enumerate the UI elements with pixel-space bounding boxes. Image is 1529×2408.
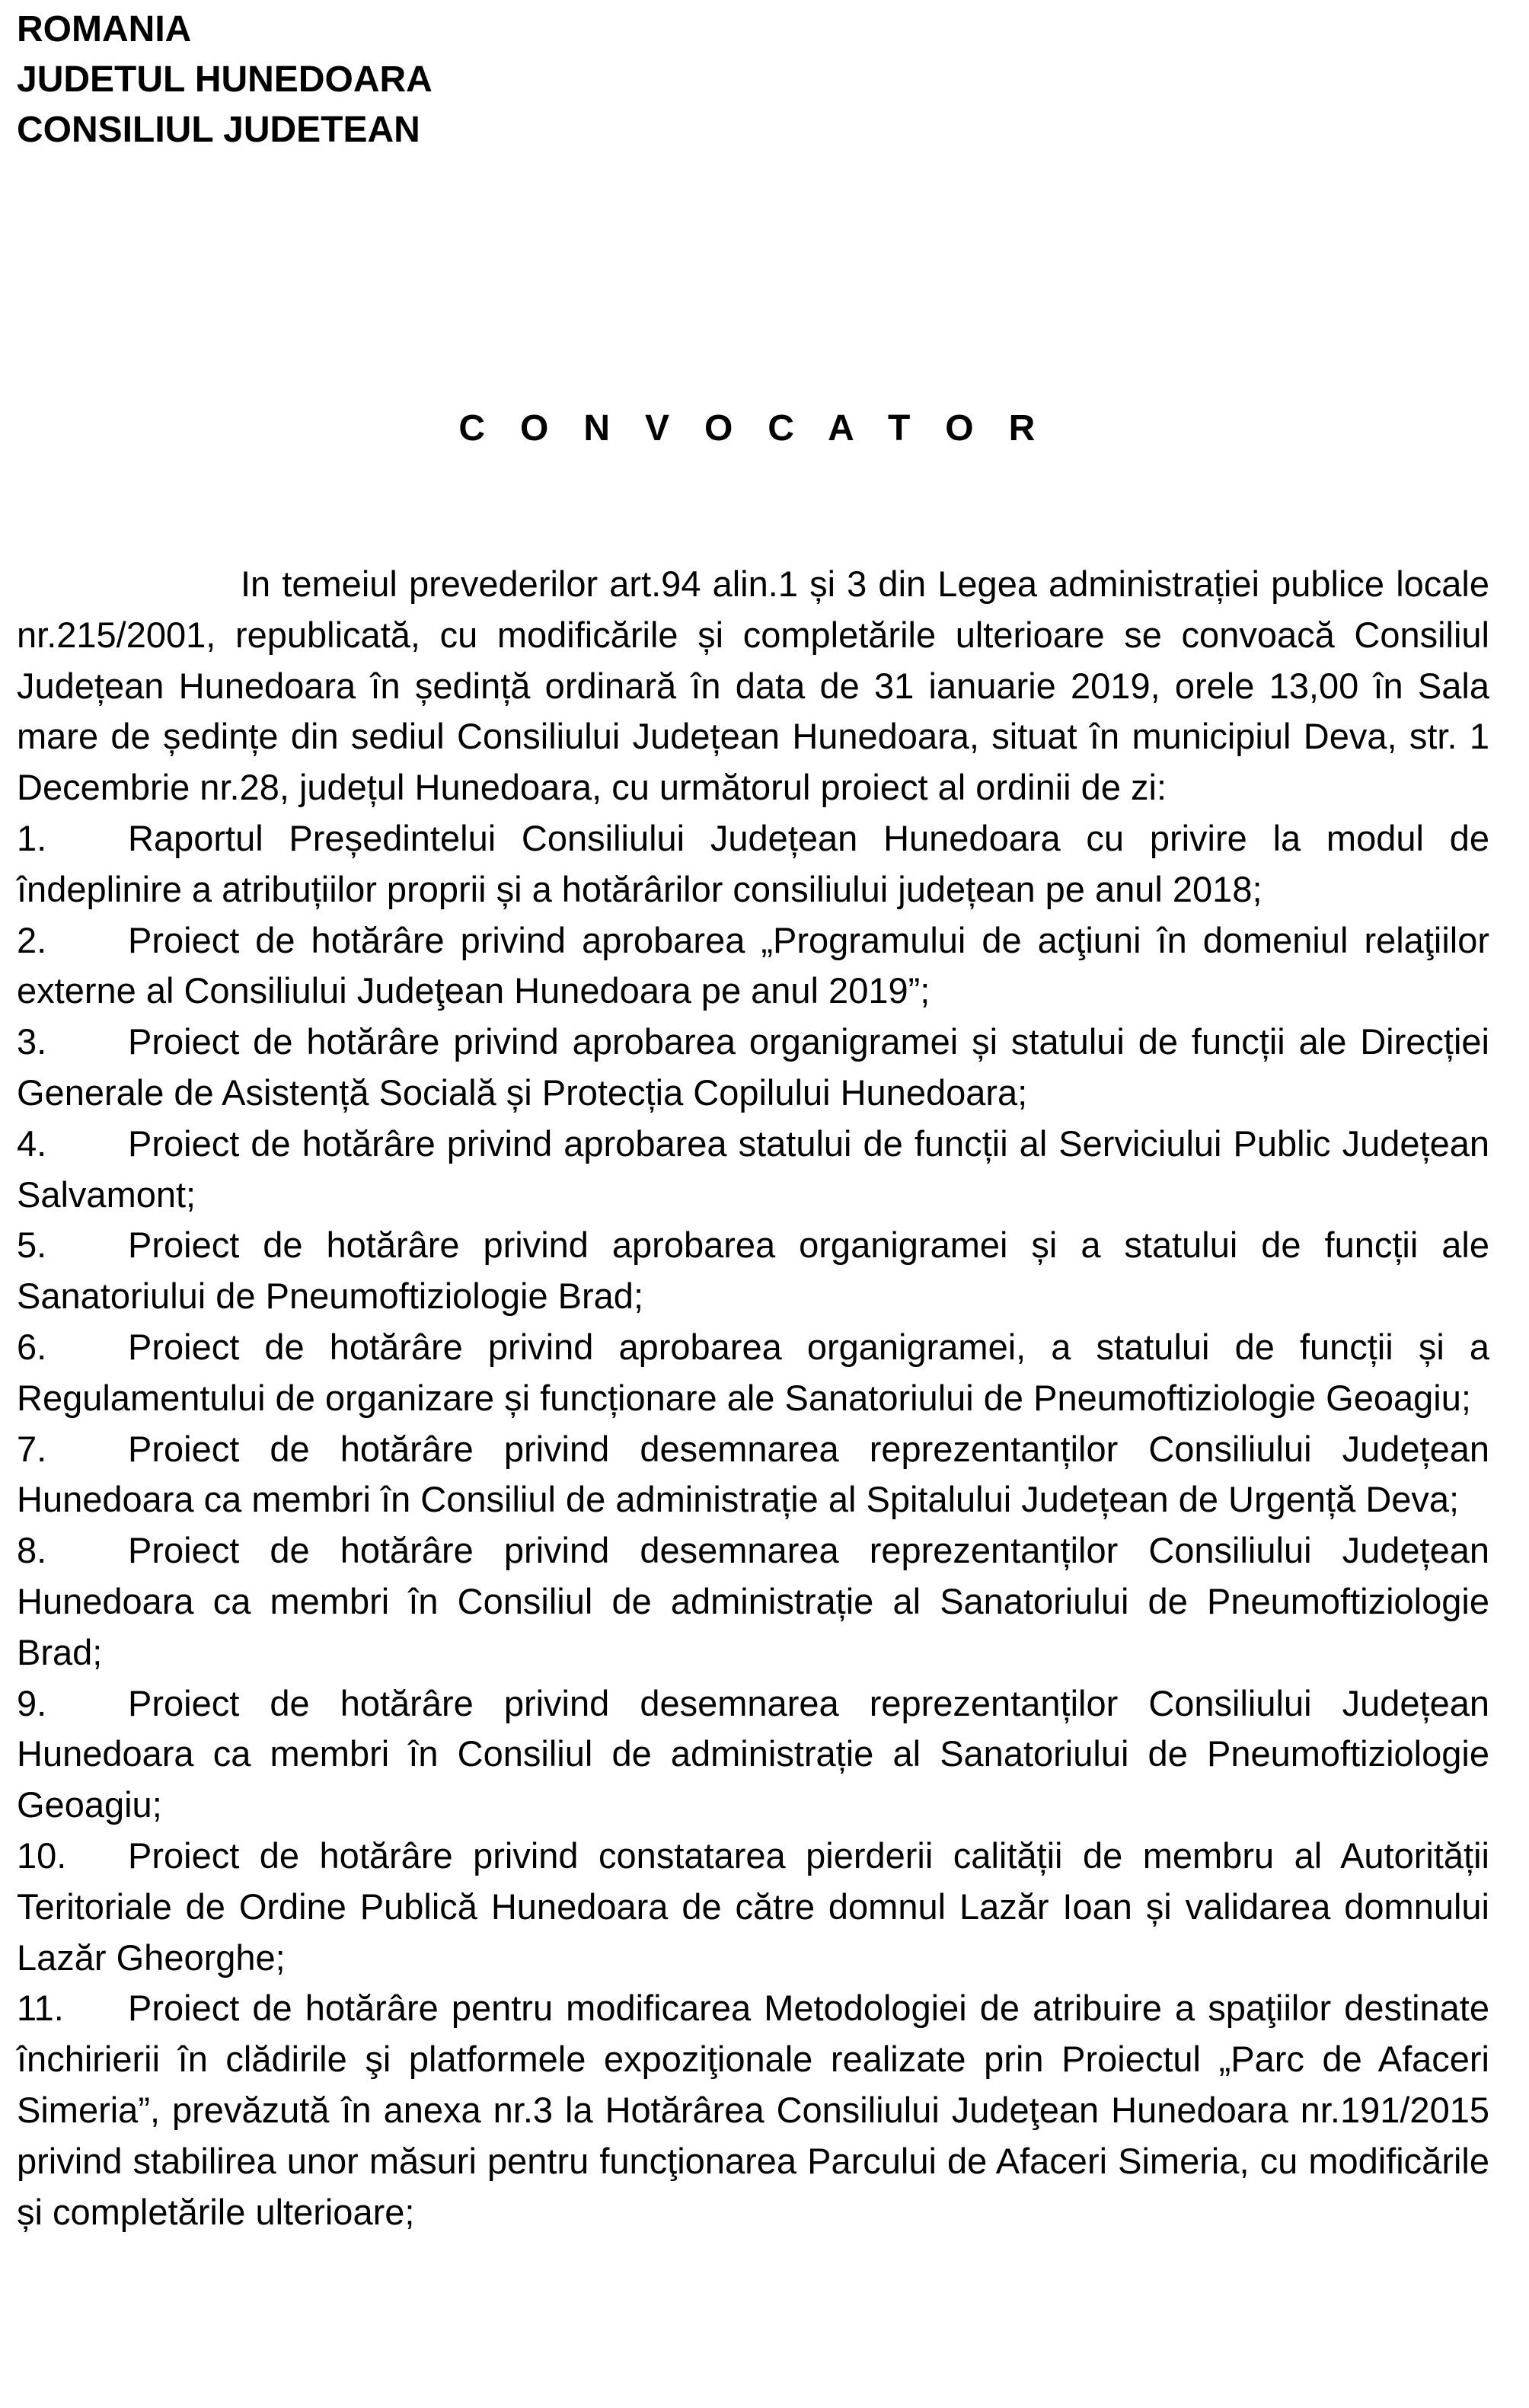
agenda-item-text: Proiect de hotărâre privind desemnarea reprezentanților Consiliului Județean Hunedoara ca membri în Consiliul de administrație al Sanatoriului de Pneumoftiziologie Geoagiu;: [17, 1682, 1489, 1825]
document-title: C O N V O C A T O R: [458, 408, 1048, 449]
agenda-item-text: Proiect de hotărâre privind aprobarea statului de funcții al Serviciului Public Județean Salvamont;: [17, 1123, 1489, 1215]
agenda-item-text: Proiect de hotărâre privind aprobarea organigramei și a statului de funcții ale Sanatoriului de Pneumoftiziologie Brad;: [17, 1225, 1489, 1317]
intro-paragraph: In temeiul prevederilor art.94 alin.1 și 3 din Legea administrației publice locale nr.215/2001, republicată, cu modificările și completările ulterioare se convoacă Consiliul Județean Hunedoara în ședință ordinară în data de 31 ianuarie 2019, orele 13,00 în Sala mare de ședințe din sediul Consiliului Județean Hunedoara, situat în municipiul Deva, str. 1 Decembrie nr.28, județul Hunedoara, cu următorul proiect al ordinii de zi:: [17, 564, 1489, 808]
agenda-item-number: 8.: [17, 1530, 47, 1571]
agenda-item: [17, 1424, 1489, 1526]
agenda-item-text: Proiect de hotărâre pentru modificarea Metodologiei de atribuire a spaţiilor destinate închirierii în clădirile şi platformele expoziţionale realizate prin Proiectul „Parc de Afaceri Simeria”, prevăzută în anexa nr.3 la Hotărârea Consiliului Judeţean Hunedoara nr.191/2015 privind stabilirea unor măsuri pentru funcţionarea Parcului de Afaceri Simeria, cu modificările și completările ulterioare;: [17, 1988, 1489, 2232]
agenda-item: [17, 1678, 1489, 1831]
agenda-item-text: Proiect de hotărâre privind desemnarea reprezentanților Consiliului Județean Hunedoara ca membri în Consiliul de administrație al Spitalului Județean de Urgență Deva;: [17, 1428, 1489, 1520]
agenda-item-number: 10.: [17, 1835, 67, 1876]
agenda-item-text: Proiect de hotărâre privind aprobarea organigramei, a statului de funcții și a Regulamentului de organizare și funcționare ale Sanatoriului de Pneumoftiziologie Geoagiu;: [17, 1326, 1489, 1418]
agenda-item-number: 11.: [17, 1988, 64, 2029]
agenda-item-number: 1.: [17, 817, 47, 858]
agenda-item: [17, 1831, 1489, 1983]
agenda-item-number: 7.: [17, 1428, 47, 1469]
agenda-item: [17, 1119, 1489, 1221]
document-body: [17, 559, 1489, 2237]
agenda-item-number: 6.: [17, 1326, 47, 1367]
document-header: [17, 5, 433, 155]
agenda-item-number: 9.: [17, 1682, 47, 1723]
agenda-item-number: 5.: [17, 1225, 47, 1266]
header-county: JUDETUL HUNEDOARA: [17, 59, 433, 100]
agenda-item-text: Proiect de hotărâre privind aprobarea organigramei și statului de funcții ale Direcției Generale de Asistență Socială și Protecția Copilului Hunedoara;: [17, 1021, 1489, 1113]
agenda-item: [17, 1983, 1489, 2237]
agenda-item: [17, 915, 1489, 1017]
agenda-item: [17, 1220, 1489, 1322]
header-council: CONSILIUL JUDETEAN: [17, 110, 420, 150]
agenda-item-text: Proiect de hotărâre privind constatarea pierderii calității de membru al Autorității Teritoriale de Ordine Publică Hunedoara de către domnul Lazăr Ioan și validarea domnului Lazăr Gheorghe;: [17, 1835, 1489, 1978]
agenda-item-text: Proiect de hotărâre privind desemnarea reprezentanților Consiliului Județean Hunedoara ca membri în Consiliul de administrație al Sanatoriului de Pneumoftiziologie Brad;: [17, 1530, 1489, 1672]
agenda-item-text: Raportul Președintelui Consiliului Județean Hunedoara cu privire la modul de îndeplinire a atribuțiilor proprii și a hotărârilor consiliului județean pe anul 2018;: [17, 817, 1489, 909]
agenda-item-number: 2.: [17, 919, 47, 960]
agenda-item: [17, 813, 1489, 915]
agenda-item-text: Proiect de hotărâre privind aprobarea „Programului de acţiuni în domeniul relaţiilor externe al Consiliului Judeţean Hunedoara pe anul 2019”;: [17, 919, 1489, 1011]
agenda-item: [17, 1017, 1489, 1119]
agenda-item-number: 4.: [17, 1123, 47, 1164]
agenda-item-number: 3.: [17, 1021, 47, 1062]
agenda-list: [17, 813, 1489, 2237]
agenda-item: [17, 1322, 1489, 1424]
header-country: ROMANIA: [17, 9, 192, 50]
agenda-item: [17, 1525, 1489, 1678]
